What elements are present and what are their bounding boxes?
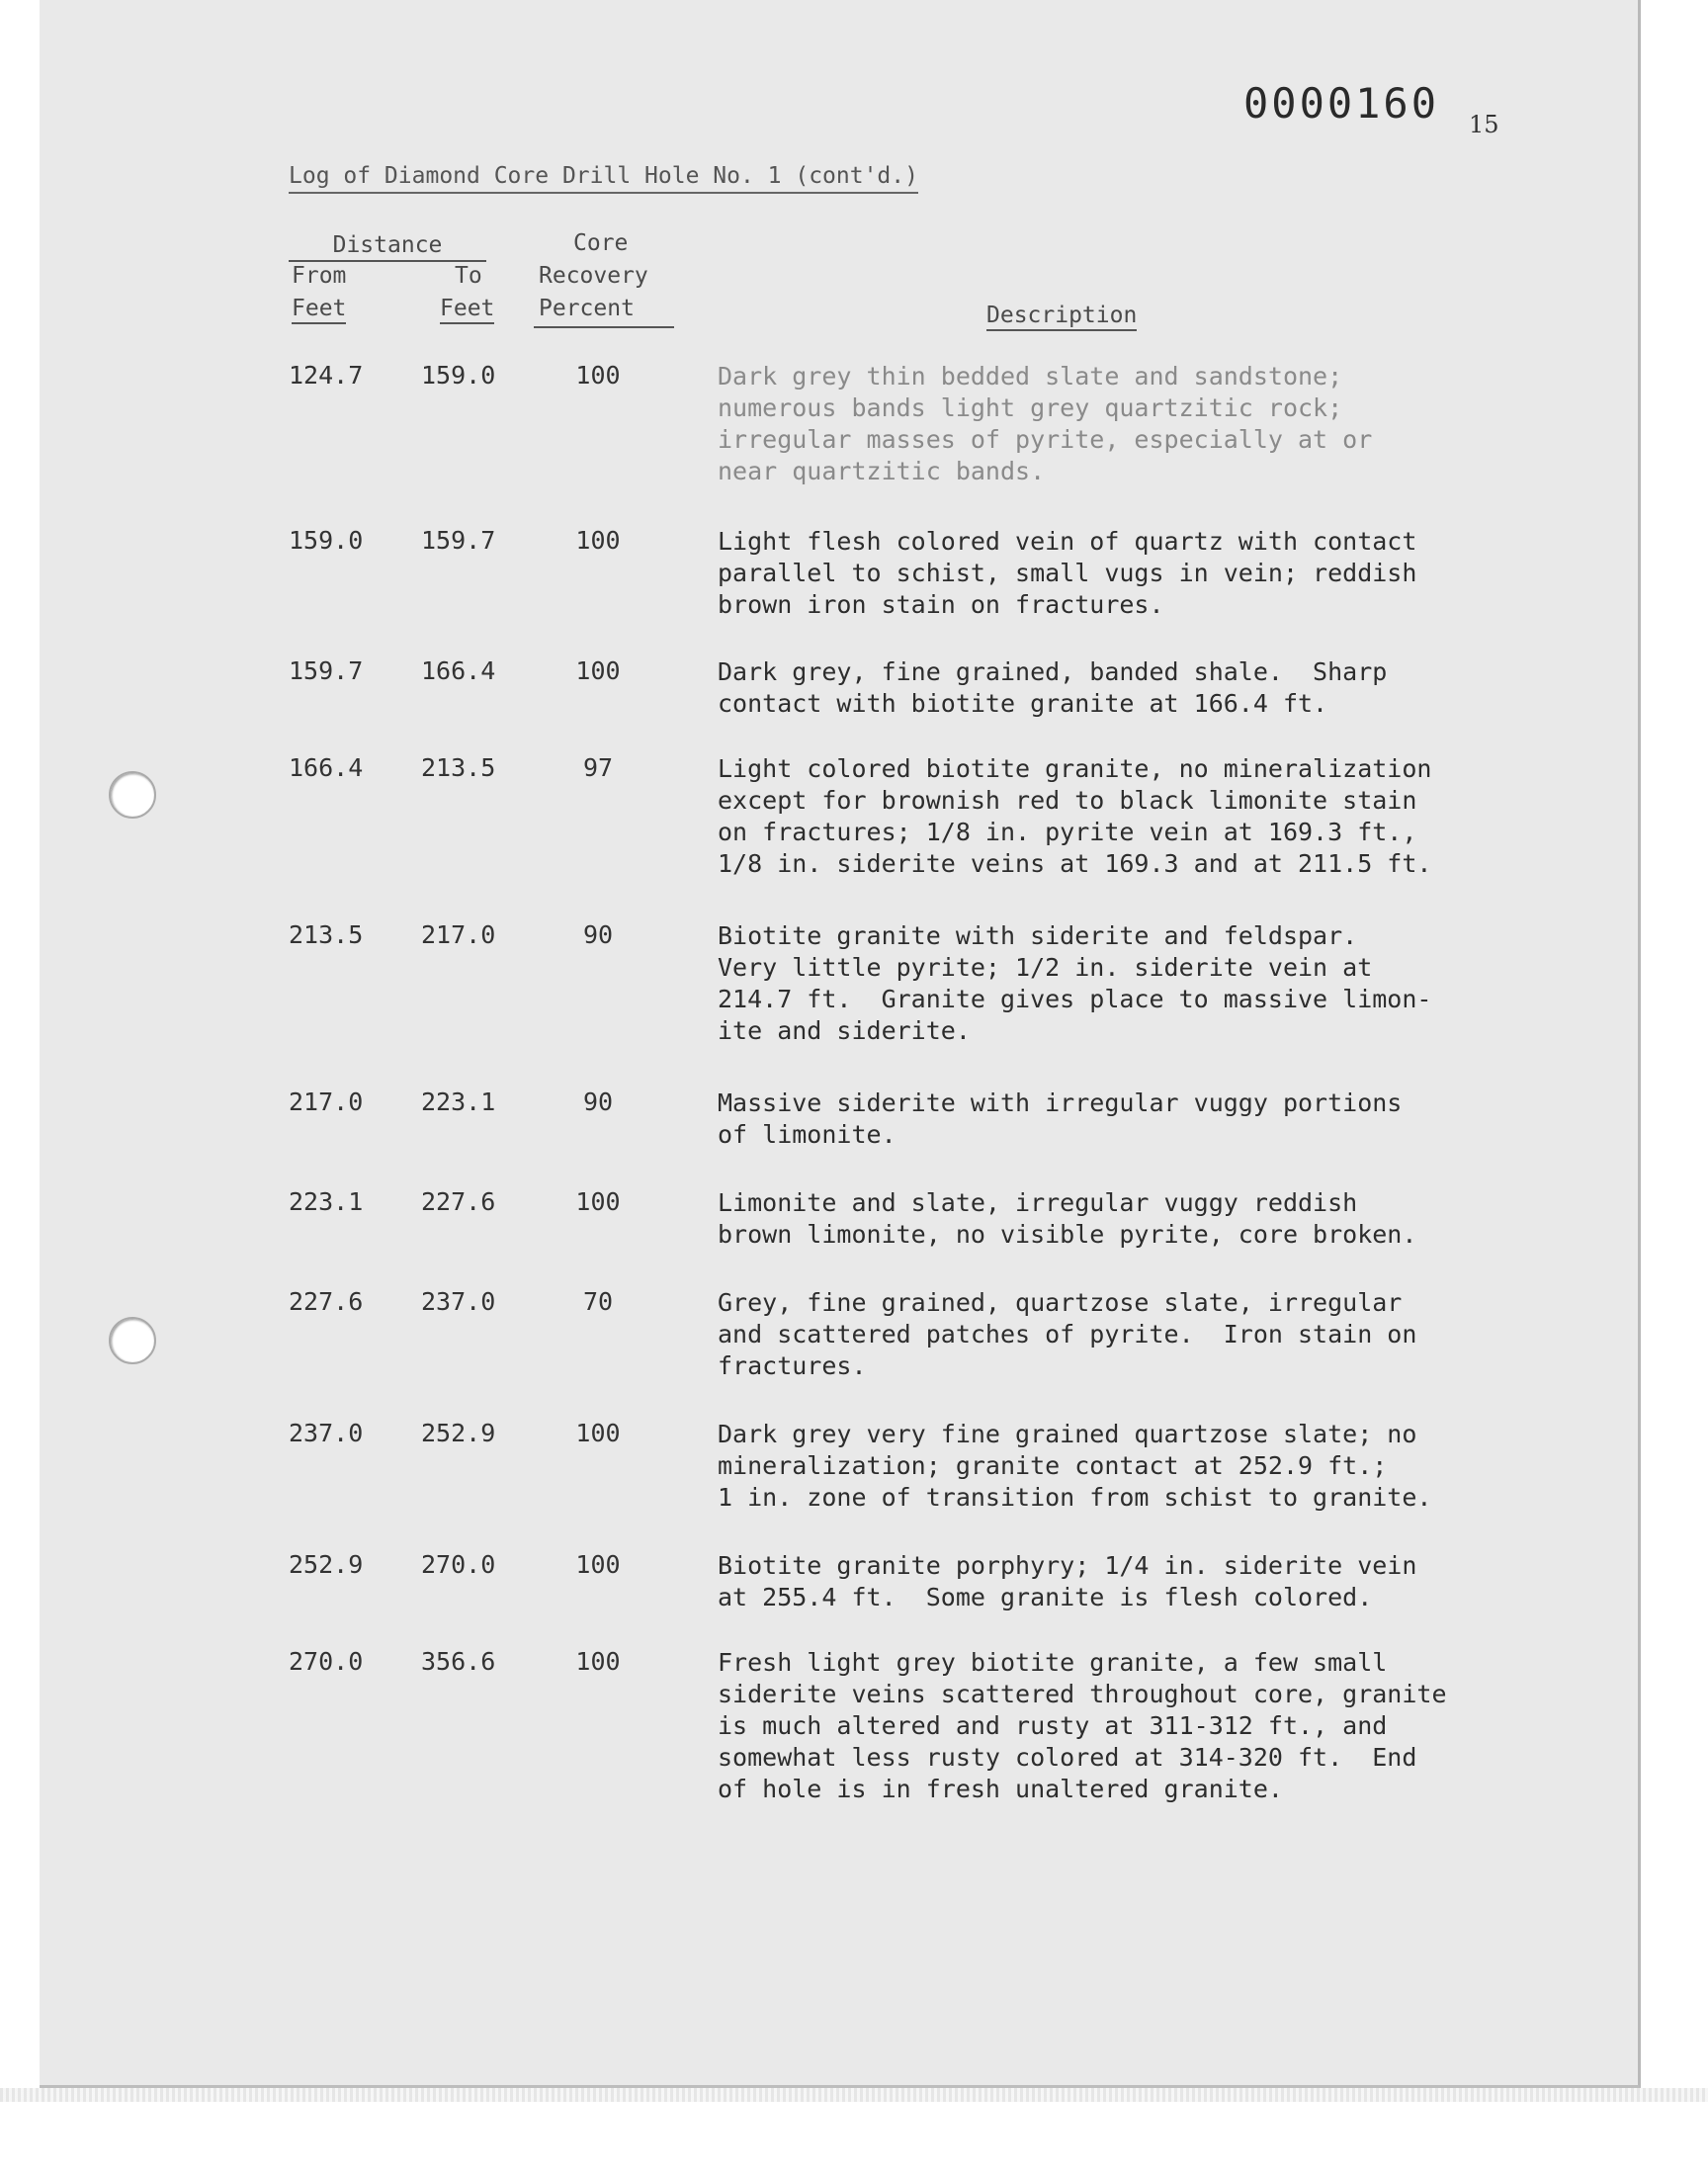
description-cell: Dark grey, fine grained, banded shale. Sharp contact with biotite granite at 166.4 ft. (718, 657, 1388, 718)
description-cell: Grey, fine grained, quartzose slate, irregular and scattered patches of pyrite. Iron stain on fractures. (718, 1288, 1417, 1380)
page-title: Log of Diamond Core Drill Hole No. 1 (cont'd.) (289, 163, 918, 194)
to-feet-cell: 159.7 (421, 526, 496, 555)
from-feet-cell: 166.4 (289, 753, 364, 782)
page-number: 15 (1469, 111, 1499, 138)
to-feet-cell: 227.6 (421, 1187, 496, 1216)
recovery-cell: 100 (575, 361, 621, 390)
description-cell: Limonite and slate, irregular vuggy reddish brown limonite, no visible pyrite, core broken. (718, 1188, 1417, 1249)
to-feet-cell: 237.0 (421, 1287, 496, 1316)
description-cell: Dark grey very fine grained quartzose slate; no mineralization; granite contact at 252.9 ft.; 1 in. zone of transition from schist to granite. (718, 1420, 1432, 1512)
recovery-cell: 90 (582, 1088, 614, 1116)
recovery-cell: 100 (575, 1647, 621, 1676)
from-feet-cell: 227.6 (289, 1287, 364, 1316)
description-cell: Light colored biotite granite, no mineralization except for brownish red to black limonite stain on fractures; 1/8 in. pyrite vein at 169.3 ft., 1/8 in. siderite veins at 169.3 and at 211.5 ft. (718, 754, 1432, 878)
document-number: 0000160 (1243, 79, 1440, 128)
to-feet-cell: 217.0 (421, 920, 496, 949)
from-feet-cell: 213.5 (289, 920, 364, 949)
recovery-cell: 90 (582, 920, 614, 949)
recovery-cell: 100 (575, 656, 621, 685)
from-feet-cell: 159.7 (289, 656, 364, 685)
to-feet-cell: 159.0 (421, 361, 496, 390)
recovery-cell: 100 (575, 526, 621, 555)
column-header-recovery: Recovery (539, 263, 648, 289)
from-feet-cell: 270.0 (289, 1647, 364, 1676)
to-feet-cell: 213.5 (421, 753, 496, 782)
from-feet-cell: 237.0 (289, 1419, 364, 1447)
to-feet-cell: 223.1 (421, 1088, 496, 1116)
recovery-cell: 70 (582, 1287, 614, 1316)
description-cell: Light flesh colored vein of quartz with contact parallel to schist, small vugs in vein; reddish brown iron stain on fractures. (718, 527, 1417, 619)
column-header-distance: Distance (289, 232, 486, 262)
from-feet-cell: 159.0 (289, 526, 364, 555)
description-cell: Dark grey thin bedded slate and sandstone; numerous bands light grey quartzitic rock; irregular masses of pyrite, especially at or near quartzitic bands. (718, 362, 1373, 485)
description-cell: Massive siderite with irregular vuggy portions of limonite. (718, 1088, 1403, 1149)
column-header-core: Core (573, 230, 629, 256)
description-cell: Fresh light grey biotite granite, a few small siderite veins scattered throughout core, granite is much altered and rusty at 311-312 ft., and somewhat less rusty colored at 314-320 ft. End of hole is in fresh unaltered granite. (718, 1648, 1447, 1803)
column-header-from: From (292, 263, 347, 289)
recovery-cell: 100 (575, 1187, 621, 1216)
column-header-description: Description (986, 303, 1137, 331)
recovery-cell: 97 (582, 753, 614, 782)
column-header-percent: Percent (539, 296, 635, 321)
description-cell: Biotite granite porphyry; 1/4 in. siderite vein at 255.4 ft. Some granite is flesh colored. (718, 1551, 1417, 1611)
to-feet-cell: 252.9 (421, 1419, 496, 1447)
description-cell: Biotite granite with siderite and feldspar. Very little pyrite; 1/2 in. siderite vein at 214.7 ft. Granite gives place to massive limon- ite and siderite. (718, 921, 1432, 1045)
recovery-cell: 100 (575, 1419, 621, 1447)
to-feet-cell: 166.4 (421, 656, 496, 685)
column-header-to-feet: Feet (440, 296, 494, 324)
to-feet-cell: 270.0 (421, 1550, 496, 1579)
column-header-from-feet: Feet (292, 296, 346, 324)
to-feet-cell: 356.6 (421, 1647, 496, 1676)
from-feet-cell: 217.0 (289, 1088, 364, 1116)
from-feet-cell: 124.7 (289, 361, 364, 390)
from-feet-cell: 223.1 (289, 1187, 364, 1216)
from-feet-cell: 252.9 (289, 1550, 364, 1579)
column-header-to: To (455, 263, 482, 289)
recovery-cell: 100 (575, 1550, 621, 1579)
